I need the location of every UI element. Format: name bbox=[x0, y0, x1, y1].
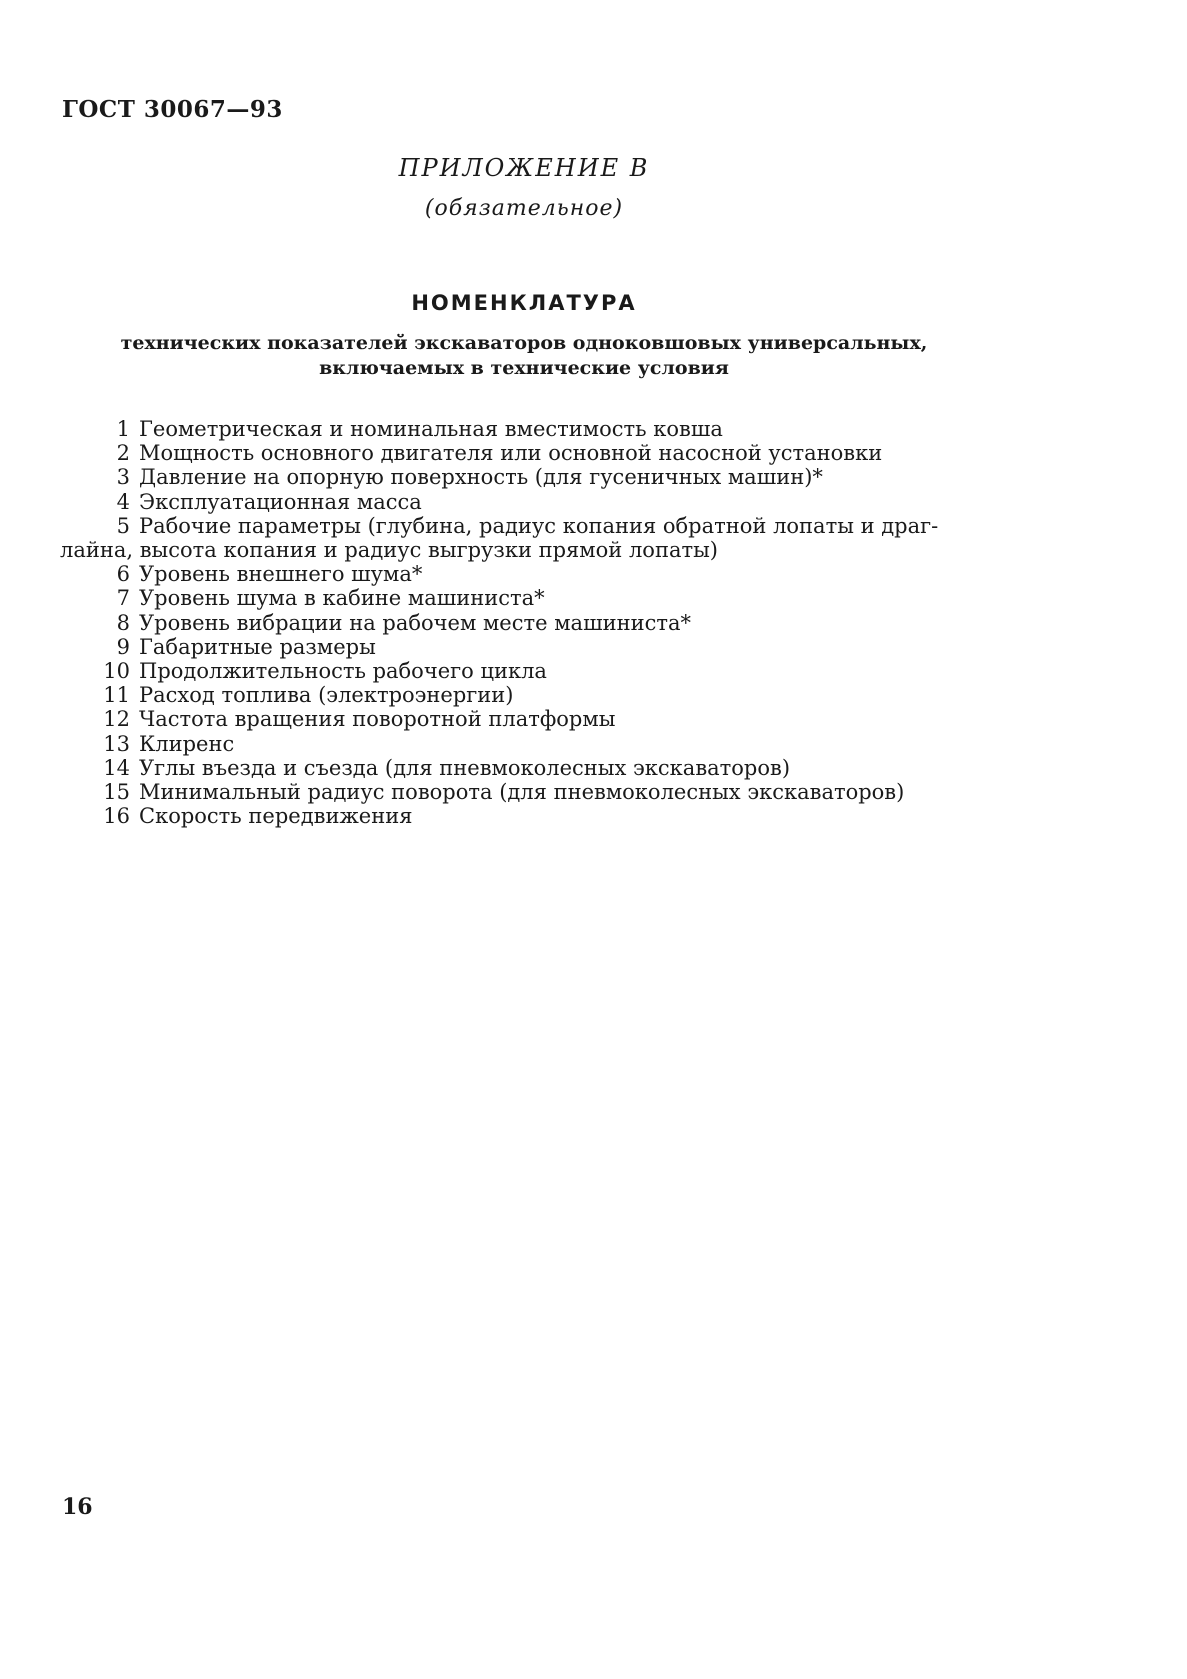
list-item bbox=[60, 417, 995, 441]
list-item bbox=[60, 441, 995, 465]
list-item bbox=[60, 780, 995, 804]
appendix-title: ПРИЛОЖЕНИЕ В bbox=[398, 154, 650, 182]
list-item bbox=[60, 611, 995, 635]
list-item bbox=[60, 732, 995, 756]
list-item bbox=[60, 756, 995, 780]
document-code: ГОСТ 30067—93 bbox=[62, 96, 283, 123]
item-text: Геометрическая и номинальная вместимость ковша bbox=[139, 417, 723, 441]
list-item bbox=[60, 514, 995, 562]
list-item bbox=[60, 659, 995, 683]
item-text: Расход топлива (электроэнергии) bbox=[139, 683, 514, 708]
item-text: Давление на опорную поверхность (для гусеничных машин)* bbox=[139, 465, 823, 490]
item-number: 12 bbox=[103, 707, 130, 732]
item-text: Скорость передвижения bbox=[139, 804, 413, 829]
page-number: 16 bbox=[62, 1494, 93, 1520]
list-item bbox=[60, 562, 995, 586]
list-item bbox=[60, 465, 995, 489]
item-number: 7 bbox=[116, 586, 130, 611]
subheading-line-2: включаемых в технические условия bbox=[319, 357, 729, 379]
item-text: Уровень вибрации на рабочем месте машиниста* bbox=[139, 610, 691, 635]
item-text: Эксплуатационная масса bbox=[139, 489, 422, 514]
item-number: 15 bbox=[103, 780, 130, 805]
item-number: 4 bbox=[116, 489, 130, 514]
item-text: Габаритные размеры bbox=[139, 634, 376, 659]
list-item bbox=[60, 683, 995, 707]
item-number: 6 bbox=[116, 562, 130, 587]
item-number: 1 bbox=[116, 417, 130, 441]
item-number: 14 bbox=[103, 755, 130, 780]
list-item bbox=[60, 490, 995, 514]
item-text: Углы въезда и съезда (для пневмоколесных экскаваторов) bbox=[139, 755, 791, 780]
list-item bbox=[60, 586, 995, 610]
appendix-status: (обязательное) bbox=[424, 196, 624, 221]
list-item bbox=[60, 707, 995, 731]
item-number: 2 bbox=[116, 441, 130, 466]
item-number: 9 bbox=[116, 634, 130, 659]
item-text: Частота вращения поворотной платформы bbox=[139, 707, 616, 732]
item-text: Мощность основного двигателя или основной насосной установки bbox=[139, 441, 883, 466]
item-text: Минимальный радиус поворота (для пневмоколесных экскаваторов) bbox=[139, 780, 905, 805]
section-subheading bbox=[0, 331, 1048, 381]
item-number: 5 bbox=[116, 513, 130, 538]
list-item bbox=[60, 635, 995, 659]
item-text: Рабочие параметры (глубина, радиус копания обратной лопаты и драг- bbox=[139, 513, 939, 538]
section-heading: НОМЕНКЛАТУРА bbox=[411, 291, 637, 315]
item-text: Клиренс bbox=[139, 731, 235, 756]
item-number: 11 bbox=[103, 683, 130, 708]
item-number: 13 bbox=[103, 731, 130, 756]
list-item bbox=[60, 804, 995, 828]
item-text: Продолжительность рабочего цикла bbox=[139, 659, 547, 684]
item-text-continuation: лайна, высота копания и радиус выгрузки прямой лопаты) bbox=[60, 538, 718, 563]
item-text: Уровень внешнего шума* bbox=[139, 562, 423, 587]
item-number: 10 bbox=[103, 659, 130, 684]
item-text: Уровень шума в кабине машиниста* bbox=[139, 586, 545, 611]
indicator-list bbox=[60, 417, 995, 828]
subheading-line-1: технических показателей экскаваторов одноковшовых универсальных, bbox=[120, 332, 928, 354]
item-number: 16 bbox=[103, 804, 130, 829]
item-number: 3 bbox=[116, 465, 130, 490]
item-number: 8 bbox=[116, 610, 130, 635]
